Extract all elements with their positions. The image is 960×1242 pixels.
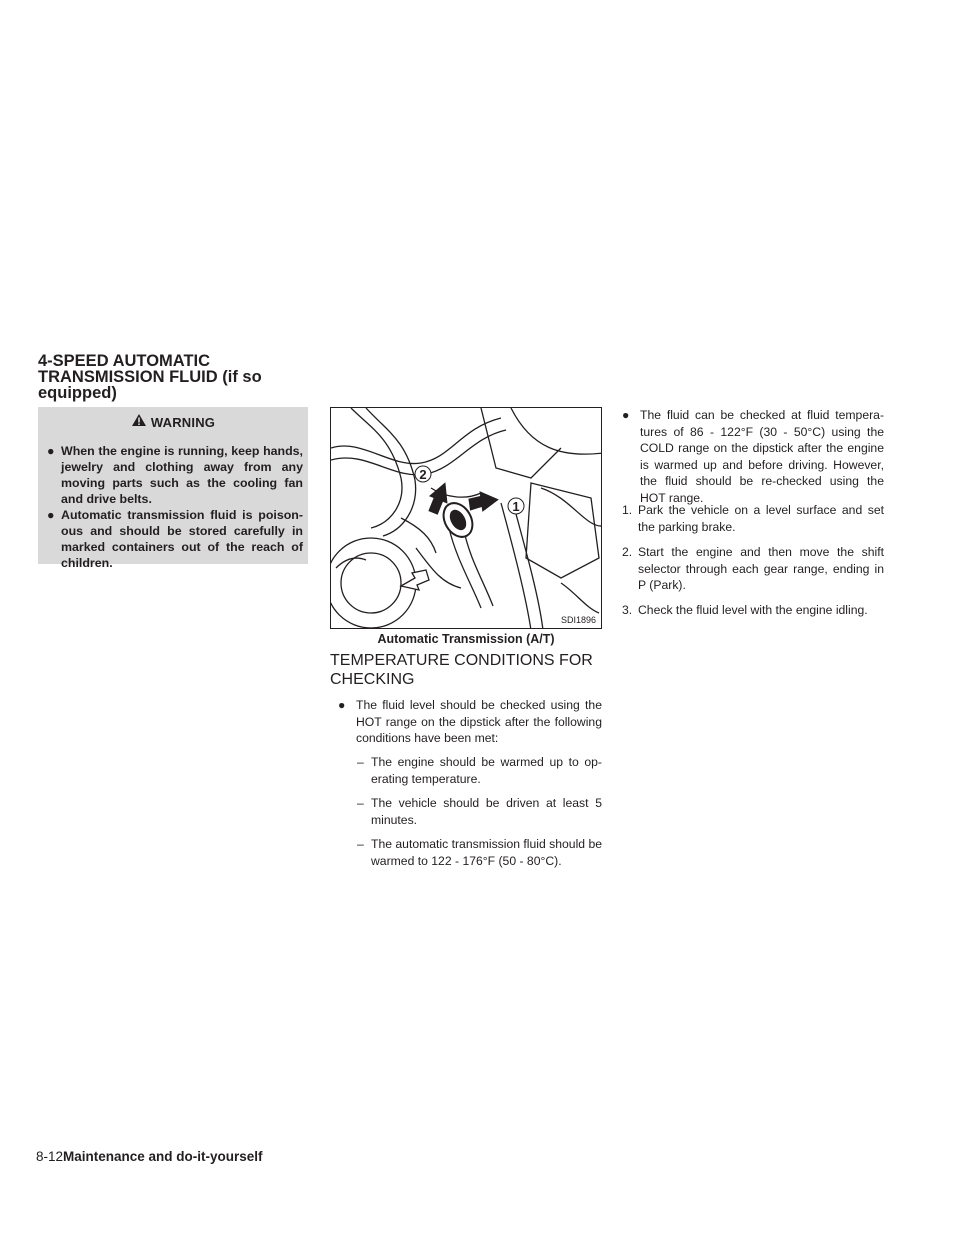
page-footer [36, 1149, 263, 1164]
bullet-icon: ● [338, 698, 346, 712]
dash-icon: – [357, 796, 364, 810]
cold-range-note-text: The fluid can be checked at fluid tempera-tures of 86 - 122°F (30 - 50°C) using the COLD range on the dipstick after the engine is warmed up and before driving. However, the fluid should be re-checked using the HOT range. [640, 408, 884, 505]
step-item [622, 544, 884, 594]
step-item [622, 502, 884, 535]
condition-item [357, 795, 602, 828]
temperature-intro [338, 697, 602, 747]
dash-icon: – [357, 837, 364, 851]
warning-item-text: When the engine is running, keep hands, jewelry and clothing away from any moving parts such as the cooling fan and drive belts. [61, 444, 303, 506]
condition-item [357, 754, 602, 787]
step-text: Park the vehicle on a level surface and set the parking brake. [638, 503, 884, 534]
warning-item [47, 507, 303, 571]
chapter-title: Maintenance and do-it-yourself [63, 1149, 263, 1164]
section-title: 4-SPEED AUTOMATIC TRANSMISSION FLUID (if so equipped) [38, 352, 262, 402]
warning-label: WARNING [150, 414, 216, 430]
bullet-icon: ● [47, 444, 55, 458]
callout-2: 2 [419, 467, 427, 482]
step-number: 1. [622, 503, 633, 517]
step-item [622, 602, 884, 619]
condition-text: The automatic transmission fluid should be warmed to 122 - 176°F (50 - 80°C). [371, 837, 603, 868]
figure-caption: Automatic Transmission (A/T) [377, 632, 555, 646]
callout-1: 1 [512, 499, 520, 514]
engine-illustration [331, 408, 602, 629]
temperature-heading: TEMPERATURE CONDITIONS FOR CHECKING [330, 652, 593, 688]
step-number: 3. [622, 603, 633, 617]
bullet-icon: ● [622, 408, 630, 422]
transmission-figure [330, 407, 602, 629]
warning-item [47, 443, 303, 507]
warning-header [38, 412, 308, 432]
page-number: 8-12 [36, 1149, 64, 1164]
figure-code: SDI1896 [560, 615, 596, 625]
warning-box [38, 407, 308, 570]
dash-icon: – [357, 755, 364, 769]
condition-text: The vehicle should be driven at least 5 minutes. [371, 796, 602, 827]
step-text: Check the fluid level with the engine idling. [638, 603, 868, 617]
condition-text: The engine should be warmed up to op-erating temperature. [371, 755, 602, 786]
warning-item-text: Automatic transmission fluid is poison-ous and should be stored carefully in marked containers out of the reach of children. [61, 508, 303, 570]
step-text: Start the engine and then move the shift selector through each gear range, ending in P (Park). [638, 545, 884, 592]
condition-item [357, 836, 602, 869]
warning-icon [131, 413, 147, 432]
step-number: 2. [622, 545, 633, 559]
cold-range-note [622, 407, 884, 506]
temperature-intro-text: The fluid level should be checked using the HOT range on the dipstick after the following conditions have been met: [356, 698, 602, 745]
bullet-icon: ● [47, 508, 55, 522]
